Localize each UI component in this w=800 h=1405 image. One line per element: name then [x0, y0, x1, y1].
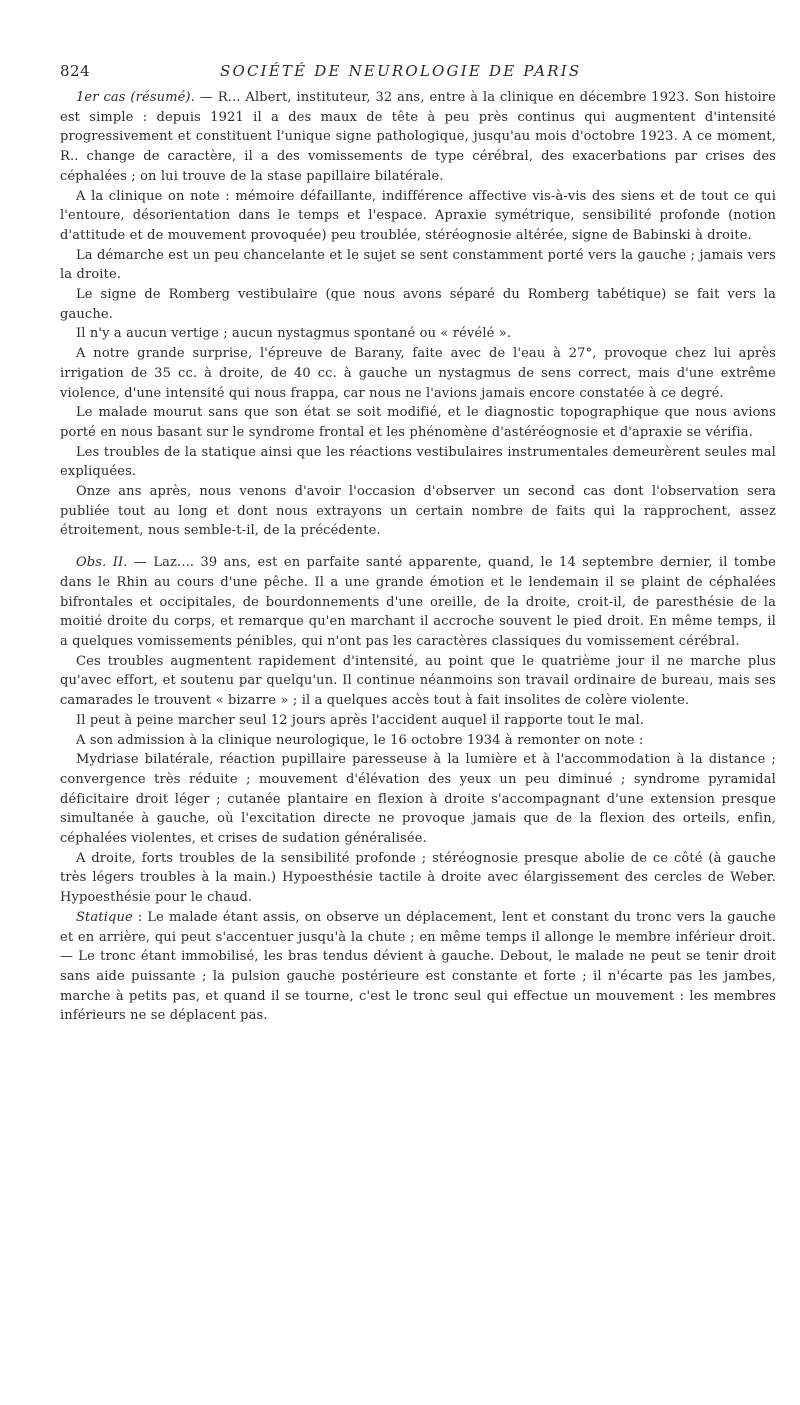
paragraph-static-troubles [60, 443, 776, 482]
page-header [60, 62, 776, 88]
paragraph-obs-2 [60, 553, 776, 652]
paragraph-text: A droite, forts troubles de la sensibilité profonde ; stéréognosie presque abolie de ce côté (à gauche très légers troubles à la main.) Hypoesthésie tactile à droite avec élargissement des cercles de Weber. Hypoesthésie pour le chaud. [60, 850, 776, 906]
paragraph-walking [60, 711, 776, 731]
paragraph-text: : Le malade étant assis, on observe un déplacement, lent et constant du tronc vers la gauche et en arrière, qui peut s'accentuer jusqu'à la chute ; en même temps il allonge le membre inférieur droit. — Le tronc étant immobilisé, les bras tendus dévient à gauche. Debout, le malade ne peut se tenir droit sans aide puissante ; la pulsion gauche postérieure est constante et forte ; il n'écarte pas les jambes, marche à petits pas, et quand il se tourne, c'est le tronc seul qui effectue un mouvement : les membres inférieurs ne se déplacent pas. [60, 909, 776, 1024]
paragraph-text: Il peut à peine marcher seul 12 jours après l'accident auquel il rapporte tout le mal. [76, 712, 645, 728]
paragraph-text: Mydriase bilatérale, réaction pupillaire paresseuse à la lumière et à l'accommodation à la distance ; convergence très réduite ; mouvement d'élévation des yeux un peu diminué ; syndrome pyramidal déficitaire droit léger ; cutanée plantaire en flexion à droite s'accompagnant d'une extension presque simultanée à gauche, où l'excitation directe ne provoque jamais que de la flexion des orteils, enfin, céphalées violentes, et crises de sudation généralisée. [60, 752, 776, 847]
paragraph-vertigo [60, 324, 776, 344]
paragraph-text: Onze ans après, nous venons d'avoir l'occasion d'observer un second cas dont l'observation sera publiée tout au long et dont nous extrayons un certain nombre de faits qui la rapprochent, assez étroitement, nous semble-t-il, de la précédente. [60, 484, 776, 539]
paragraph-text: Il n'y a aucun vertige ; aucun nystagmus spontané ou « révélé ». [76, 326, 512, 342]
paragraph-clinic-notes [60, 187, 776, 246]
paragraph-text: — R... Albert, instituteur, 32 ans, entre à la clinique en décembre 1923. Son histoire est simple : depuis 1921 il a des maux de tête à peu près continus qui augmentent d'intensité progressivement et constituent l'unique signe pathologique, jusqu'au mois d'octobre 1923. A ce moment, R.. change de caractère, il a des vomissements de type cérébral, des exacerbations par crises des céphalées ; on lui trouve de la stase papillaire bilatérale. [60, 90, 776, 184]
paragraph-text: A son admission à la clinique neurologique, le 16 octobre 1934 à remonter on note : [76, 732, 644, 748]
paragraph-text: A notre grande surprise, l'épreuve de Barany, faite avec de l'eau à 27°, provoque chez lui après irrigation de 35 cc. à droite, de 40 cc. à gauche un nystagmus de sens correct, mais d'une extrême violence, d'une intensité qui nous frappa, car nous ne l'avions jamais encore constatée à ce degré. [60, 346, 776, 401]
paragraph-diagnosis [60, 403, 776, 442]
paragraph-text: La démarche est un peu chancelante et le sujet se sent constamment porté vers la gauche ; jamais vers la droite. [60, 247, 776, 283]
paragraph-worsening [60, 652, 776, 711]
paragraph-mydriasis [60, 750, 776, 849]
paragraph-text: Les troubles de la statique ainsi que les réactions vestibulaires instrumentales demeurèrent seules mal expliquées. [60, 444, 776, 480]
paragraph-second-case-intro [60, 482, 776, 541]
paragraph-text: A la clinique on note : mémoire défaillante, indifférence affective vis-à-vis des siens et de tout ce qui l'entoure, désorientation dans le temps et l'espace. Apraxie symétrique, sensibilité profonde (notion d'attitude et de mouvement provoquée) peu troublée, stéréognosie altérée, signe de Babinski à droite. [60, 188, 776, 243]
article-body [60, 88, 776, 1026]
paragraph-text: Le signe de Romberg vestibulaire (que nous avons séparé du Romberg tabétique) se fait vers la gauche. [60, 287, 776, 322]
running-title: SOCIÉTÉ DE NEUROLOGIE DE PARIS [220, 62, 582, 80]
paragraph-lead: Obs. II. [76, 555, 128, 571]
paragraph-romberg [60, 285, 776, 324]
paragraph-text: Le malade mourut sans que son état se soit modifié, et le diagnostic topographique que nous avions porté en nous basant sur le syndrome frontal et les phénomène d'astéréognosie et d'apraxie se vérifia. [60, 405, 776, 440]
paragraph-gait [60, 246, 776, 285]
paragraph-text: Ces troubles augmentent rapidement d'intensité, au point que le quatrième jour il ne marche plus qu'avec effort, et soutenu par quelqu'un. Il continue néanmoins son travail ordinaire de bureau, mais ses camarades le trouvent « bizarre » ; il a quelques accès tout à fait insolites de colère violente. [60, 653, 776, 709]
paragraph-statique [60, 908, 776, 1026]
paragraph-admission [60, 731, 776, 751]
paragraph-sensibility [60, 849, 776, 908]
paragraph-lead: 1er cas (résumé). [76, 90, 196, 105]
paragraph-lead: Statique [76, 909, 133, 925]
paragraph-case-1 [60, 88, 776, 187]
page-number: 824 [60, 62, 91, 80]
paragraph-barany [60, 344, 776, 403]
paragraph-text: — Laz.... 39 ans, est en parfaite santé apparente, quand, le 14 septembre dernier, il tombe dans le Rhin au cours d'une pêche. Il a une grande émotion et le lendemain il se plaint de céphalées bifrontales et occipitales, de bourdonnements d'une oreille, de la droite, croit-il, de paresthésie de la moitié droite du corps, et remarque qu'en marchant il accroche souvent le pied droit. En même temps, il a quelques vomissements pénibles, qui n'ont pas les caractères classiques du vomissement cérébral. [60, 555, 776, 649]
